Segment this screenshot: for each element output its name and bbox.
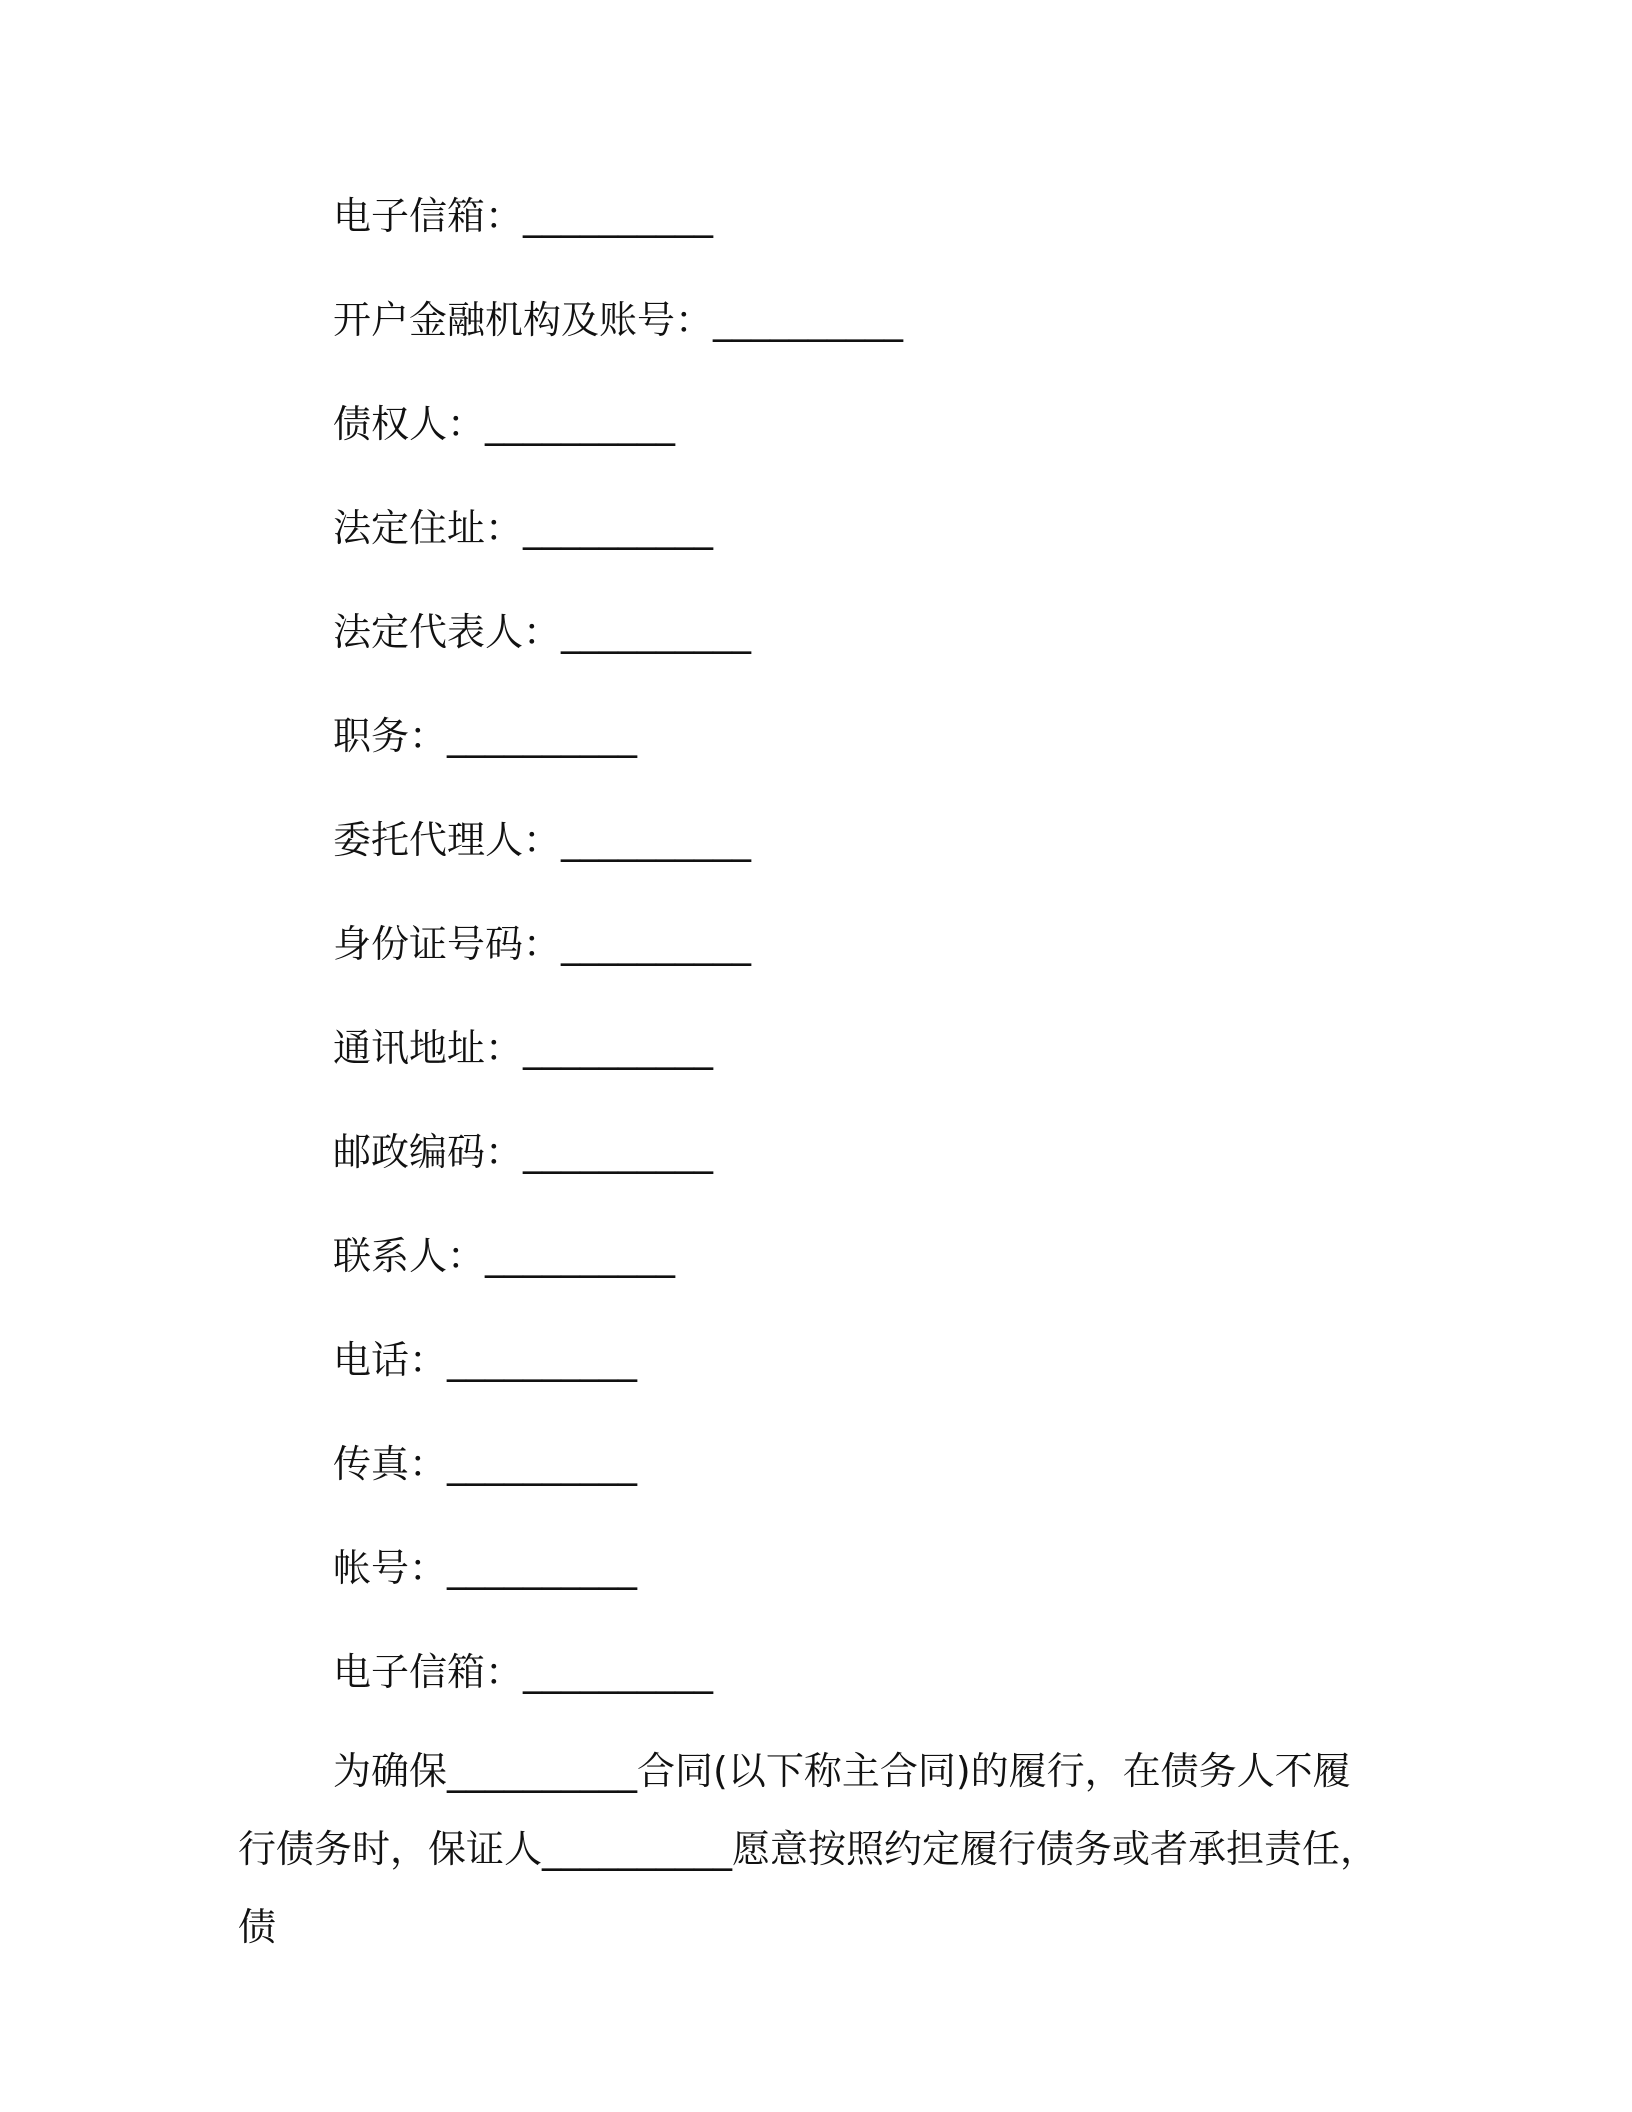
field-position: 职务：__________ (333, 714, 638, 758)
guarantee-paragraph: 为确保__________合同(以下称主合同)的履行，在债务人不履行债务时，保证人__________愿意按照约定履行债务或者承担责任，债 (238, 1749, 1379, 1949)
field-phone: 电话：__________ (333, 1338, 638, 1382)
field-email-2: 电子信箱：__________ (333, 1650, 714, 1694)
field-id-number: 身份证号码：__________ (333, 922, 752, 966)
party-info-list (333, 188, 903, 1748)
field-bank-account: 开户金融机构及账号：__________ (333, 298, 904, 342)
field-account-number: 帐号：__________ (333, 1546, 638, 1590)
field-creditor: 债权人：__________ (333, 402, 676, 446)
field-postal-code: 邮政编码：__________ (333, 1130, 714, 1174)
field-contact: 联系人：__________ (333, 1234, 676, 1278)
field-email: 电子信箱：__________ (333, 194, 714, 238)
field-legal-representative: 法定代表人：__________ (333, 610, 752, 654)
field-legal-address: 法定住址：__________ (333, 506, 714, 550)
field-mailing-address: 通讯地址：__________ (333, 1026, 714, 1070)
field-agent: 委托代理人：__________ (333, 818, 752, 862)
field-fax: 传真：__________ (333, 1442, 638, 1486)
